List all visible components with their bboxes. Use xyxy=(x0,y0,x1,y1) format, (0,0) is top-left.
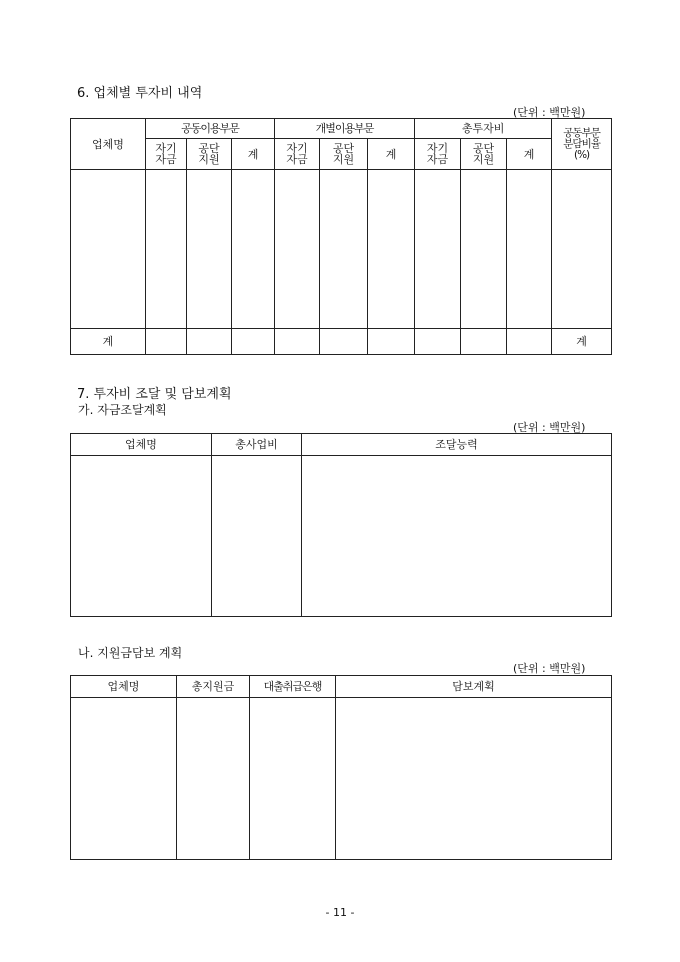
body-cell[interactable] xyxy=(336,698,612,860)
section7-title: 7. 투자비 조달 및 담보계획 xyxy=(77,387,232,402)
body-cell[interactable] xyxy=(507,170,552,329)
header-total-self: 자기 자금 xyxy=(415,139,461,170)
header-total-corp: 공단 지원 xyxy=(461,139,507,170)
body-cell[interactable] xyxy=(368,170,415,329)
header-common-corp: 공단 지원 xyxy=(187,139,232,170)
body-cell[interactable] xyxy=(250,698,336,860)
investment-table xyxy=(70,118,612,355)
header-share-ratio: 공동부문 분담비율 (%) xyxy=(552,119,612,170)
body-cell[interactable] xyxy=(212,456,302,617)
table-row xyxy=(71,456,612,617)
header-company: 업체명 xyxy=(71,434,212,456)
body-cell[interactable] xyxy=(187,170,232,329)
header-common-use: 공동이용부문 xyxy=(146,119,275,139)
header-company: 업체명 xyxy=(71,676,177,698)
header-common-self: 자기 자금 xyxy=(146,139,187,170)
body-cell[interactable] xyxy=(232,170,275,329)
total-cell[interactable] xyxy=(320,329,368,355)
total-cell[interactable] xyxy=(368,329,415,355)
header-individual-use: 개별이용부문 xyxy=(275,119,415,139)
section6-unit: (단위 : 백만원) xyxy=(513,106,586,119)
total-cell[interactable] xyxy=(275,329,320,355)
header-collateral-plan: 담보계획 xyxy=(336,676,612,698)
section7a-unit: (단위 : 백만원) xyxy=(513,421,586,434)
total-cell[interactable] xyxy=(232,329,275,355)
page-number: - 11 - xyxy=(325,906,355,919)
collateral-plan-table xyxy=(70,675,612,860)
body-cell[interactable] xyxy=(146,170,187,329)
body-cell[interactable] xyxy=(552,170,612,329)
table-row xyxy=(71,698,612,860)
body-cell[interactable] xyxy=(302,456,612,617)
header-ability: 조달능력 xyxy=(302,434,612,456)
total-cell[interactable] xyxy=(507,329,552,355)
funding-plan-table xyxy=(70,433,612,617)
total-ratio-label: 계 xyxy=(552,329,612,355)
body-cell[interactable] xyxy=(71,698,177,860)
table-row xyxy=(71,170,612,329)
header-company: 업체명 xyxy=(71,119,146,170)
header-total-investment: 총투자비 xyxy=(415,119,552,139)
body-cell[interactable] xyxy=(461,170,507,329)
section7b-unit: (단위 : 백만원) xyxy=(513,662,586,675)
total-cell[interactable] xyxy=(146,329,187,355)
header-individual-corp: 공단 지원 xyxy=(320,139,368,170)
header-individual-sum: 계 xyxy=(368,139,415,170)
section6-title: 6. 업체별 투자비 내역 xyxy=(77,86,203,101)
body-cell[interactable] xyxy=(275,170,320,329)
total-cell[interactable] xyxy=(461,329,507,355)
header-bank: 대출취급은행 xyxy=(250,676,336,698)
header-total-sum: 계 xyxy=(507,139,552,170)
total-row xyxy=(71,329,612,355)
total-cell[interactable] xyxy=(187,329,232,355)
body-cell[interactable] xyxy=(320,170,368,329)
section7b-title: 나. 지원금담보 계획 xyxy=(78,646,183,660)
total-cell[interactable] xyxy=(415,329,461,355)
section7a-title: 가. 자금조달계획 xyxy=(78,403,167,417)
body-cell[interactable] xyxy=(71,456,212,617)
header-total-support: 총지원금 xyxy=(177,676,250,698)
header-total-cost: 총사업비 xyxy=(212,434,302,456)
body-cell[interactable] xyxy=(71,170,146,329)
body-cell[interactable] xyxy=(415,170,461,329)
header-common-sum: 계 xyxy=(232,139,275,170)
total-row-label: 계 xyxy=(71,329,146,355)
header-individual-self: 자기 자금 xyxy=(275,139,320,170)
body-cell[interactable] xyxy=(177,698,250,860)
